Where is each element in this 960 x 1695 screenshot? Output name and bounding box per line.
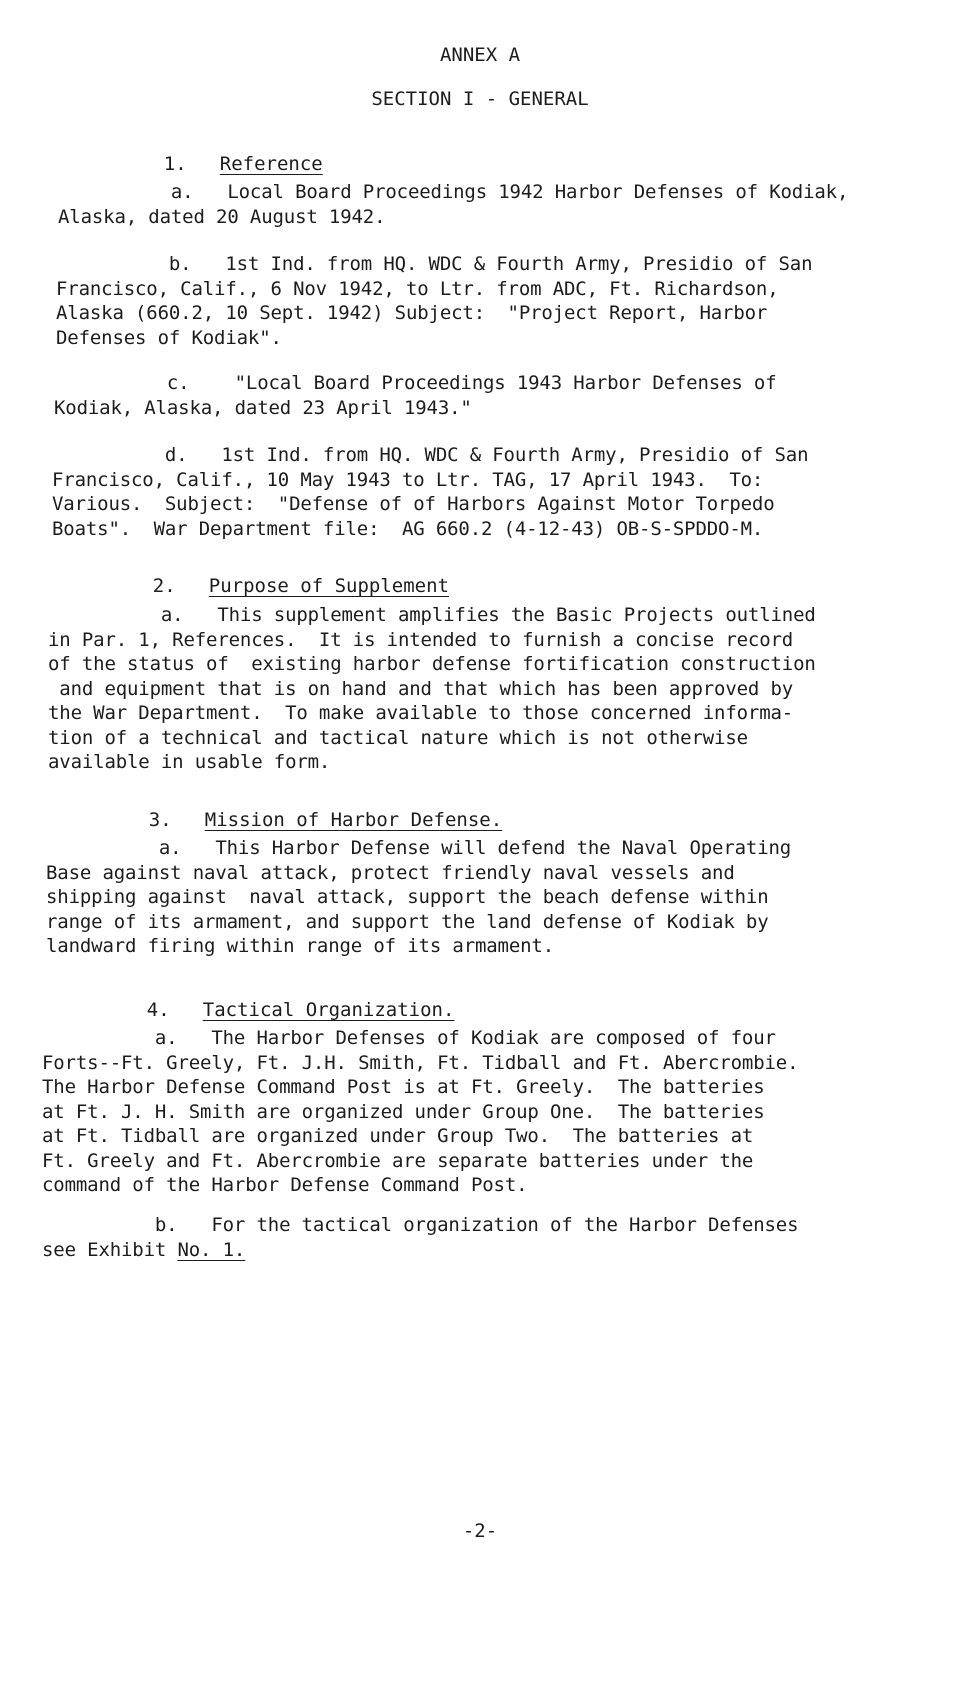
- paragraph-1d: d. 1st Ind. from HQ. WDC & Fourth Army, Presidio of San Francisco, Calif., 10 May 1943 to Ltr. TAG, 17 April 1943. To: Various. Subject: "Defense of of Harbors Against Motor Torpedo Boats". War Department file: AG 660.2 (4-12-43) OB-S-SPDDO-M.: [52, 444, 809, 540]
- section-title: Tactical Organization.: [202, 999, 455, 1021]
- section-title: Purpose of Supplement: [208, 575, 449, 597]
- section-title: Reference: [219, 153, 323, 175]
- paragraph-2a: a. This supplement amplifies the Basic Projects outlined in Par. 1, References. It is intended to furnish a concise record of the status of existing harbor defense fortification construction and equipment that is on hand and that which has been approved by the War Department. To make available to those concerned informa- tion of a technical and tactical nature which is not otherwise available in usable form.: [48, 604, 816, 773]
- paragraph-1b: b. 1st Ind. from HQ. WDC & Fourth Army, Presidio of San Francisco, Calif., 6 Nov 1942, to Ltr. from ADC, Ft. Richardson, Alaska (660.2, 10 Sept. 1942) Subject: "Project Report, Harbor Defenses of Kodiak".: [56, 253, 813, 349]
- exhibit-reference: No. 1.: [177, 1238, 246, 1261]
- paragraph-3a: a. This Harbor Defense will defend the Naval Operating Base against naval attack, protect friendly naval vessels and shipping against naval attack, support the beach defense within range of its armament, and support the land defense of Kodiak by landward firing within range of its armament.: [46, 837, 792, 957]
- section-number: 4.: [146, 999, 170, 1021]
- section-number: 3.: [148, 809, 172, 831]
- section-heading: SECTION I - GENERAL: [371, 88, 589, 110]
- section-number: 2.: [152, 575, 176, 597]
- paragraph-4a: a. The Harbor Defenses of Kodiak are composed of four Forts--Ft. Greely, Ft. J.H. Smith, Ft. Tidball and Ft. Abercrombie. The Harbor Defense Command Post is at Ft. Greely. The batteries at Ft. J. H. Smith are organized under Group One. The batteries at Ft. Tidball are organized under Group Two. The batteries at Ft. Greely and Ft. Abercrombie are separate batteries under the command of the Harbor Defense Command Post.: [42, 1027, 799, 1196]
- page-number: -2-: [462, 1520, 498, 1542]
- paragraph-4b-text: b. For the tactical organization of the Harbor Defenses see Exhibit: [42, 1214, 799, 1261]
- section-number: 1.: [163, 153, 187, 175]
- paragraph-4b: [42, 1213, 798, 1262]
- section-title: Mission of Harbor Defense.: [204, 809, 503, 831]
- annex-heading: ANNEX A: [439, 44, 521, 66]
- paragraph-1a: a. Local Board Proceedings 1942 Harbor Defenses of Kodiak, Alaska, dated 20 August 1942.: [58, 181, 849, 228]
- paragraph-1c: c. "Local Board Proceedings 1943 Harbor Defenses of Kodiak, Alaska, dated 23 April 1943.": [54, 372, 777, 419]
